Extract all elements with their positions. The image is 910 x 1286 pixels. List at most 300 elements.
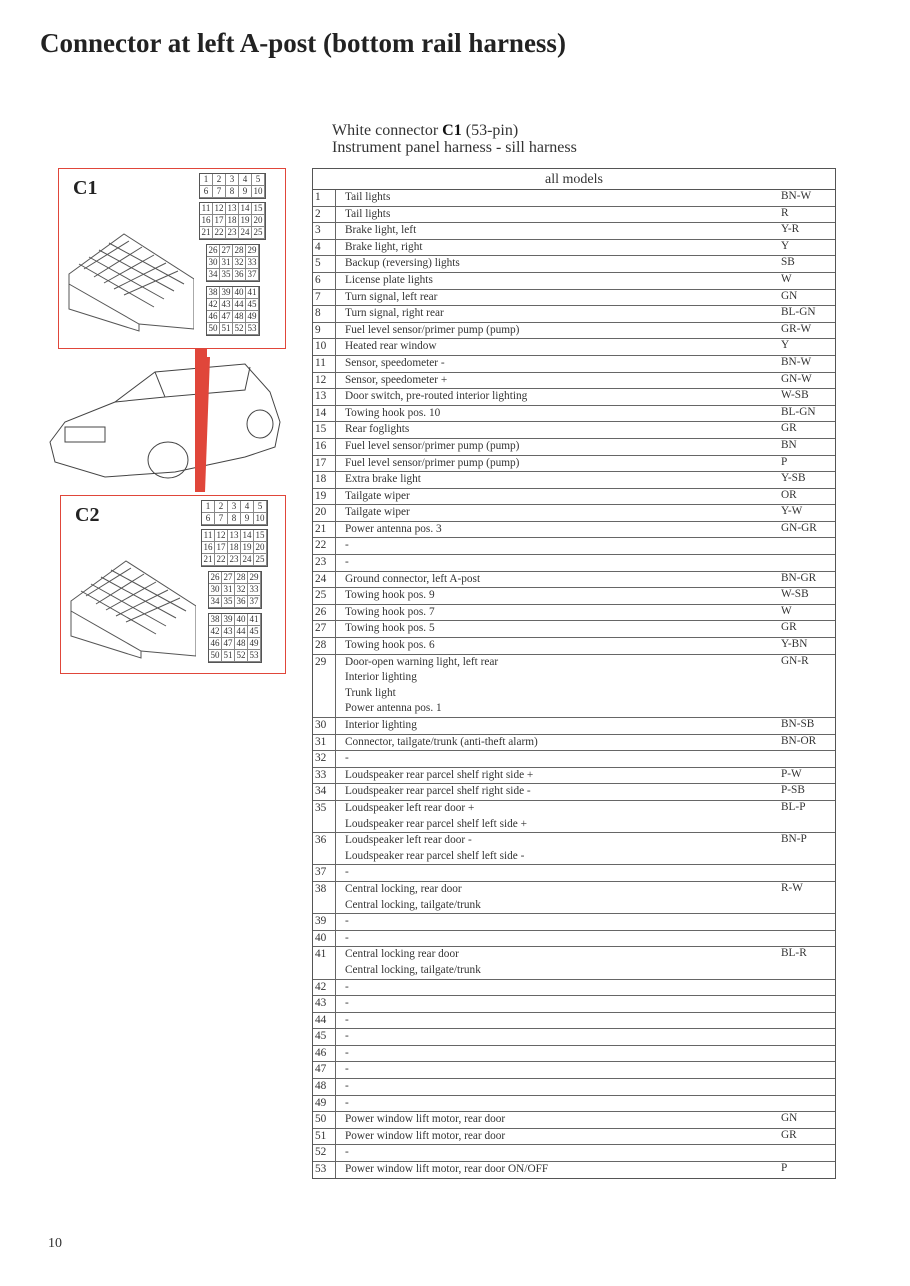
pin-function xyxy=(336,339,781,355)
table-row xyxy=(313,784,835,801)
table-row xyxy=(313,373,835,390)
wire-color: OR xyxy=(781,488,797,501)
table-row xyxy=(313,290,835,307)
function-line: Connector, tailgate/trunk (anti-theft alarm) xyxy=(345,735,538,748)
pin-number: 23 xyxy=(313,555,336,571)
pin-cell: 48 xyxy=(233,311,246,323)
table-row xyxy=(313,505,835,522)
wire-color: BN-GR xyxy=(781,571,817,584)
pin-function xyxy=(336,555,781,571)
pin-function xyxy=(336,373,781,389)
pin-number: 32 xyxy=(313,751,336,767)
pin-cell: 30 xyxy=(207,257,220,269)
pin-layout-grid xyxy=(199,202,266,240)
function-line: Heated rear window xyxy=(345,340,437,353)
pin-layout-grid xyxy=(201,500,268,526)
pin-number: 39 xyxy=(313,914,336,930)
wire-color: P-W xyxy=(781,767,802,780)
table-row xyxy=(313,489,835,506)
table-row xyxy=(313,207,835,224)
pin-number: 35 xyxy=(313,801,336,832)
pin-cell: 29 xyxy=(246,245,259,257)
function-line: Trunk light xyxy=(345,686,396,699)
function-line: Power antenna pos. 3 xyxy=(345,522,442,535)
function-line: Tail lights xyxy=(345,207,391,220)
pin-function xyxy=(336,290,781,306)
connector-c1-panel xyxy=(58,168,286,349)
pin-layout-grid xyxy=(208,613,262,663)
function-line: Brake light, right xyxy=(345,240,423,253)
pin-function xyxy=(336,223,781,239)
pin-number: 1 xyxy=(313,190,336,206)
wire-color: Y xyxy=(781,239,790,252)
function-line: Fuel level sensor/primer pump (pump) xyxy=(345,456,520,469)
function-line: Extra brake light xyxy=(345,473,421,486)
function-line: Power antenna pos. 1 xyxy=(345,702,442,715)
pin-function xyxy=(336,522,781,538)
pin-number: 14 xyxy=(313,406,336,422)
pin-cell: 27 xyxy=(222,572,235,584)
wire-color xyxy=(781,1046,835,1062)
pin-layout-grid xyxy=(208,571,262,609)
pin-number: 38 xyxy=(313,882,336,913)
pin-cell: 4 xyxy=(241,501,254,513)
function-line: Central locking rear door xyxy=(345,948,459,961)
page-number: 10 xyxy=(48,1236,62,1251)
pin-number: 19 xyxy=(313,489,336,505)
function-line: Power window lift motor, rear door xyxy=(345,1113,506,1126)
table-row xyxy=(313,456,835,473)
pin-cell: 26 xyxy=(207,245,220,257)
pin-cell: 30 xyxy=(209,584,222,596)
pin-cell: 32 xyxy=(235,584,248,596)
pin-number: 16 xyxy=(313,439,336,455)
function-line: Towing hook pos. 6 xyxy=(345,639,435,652)
pin-cell: 37 xyxy=(248,596,261,608)
table-row xyxy=(313,256,835,273)
pin-function xyxy=(336,1062,781,1078)
pin-cell: 24 xyxy=(239,227,252,239)
function-line: Central locking, tailgate/trunk xyxy=(345,898,481,911)
function-line: Central locking, rear door xyxy=(345,882,462,895)
table-row xyxy=(313,339,835,356)
wire-color: Y xyxy=(781,339,790,352)
function-line: - xyxy=(345,1030,349,1043)
function-line: - xyxy=(345,1080,349,1093)
function-line: Fuel level sensor/primer pump (pump) xyxy=(345,439,520,452)
pin-cell: 16 xyxy=(200,215,213,227)
pin-number: 27 xyxy=(313,621,336,637)
pin-number: 51 xyxy=(313,1129,336,1145)
pin-cell: 17 xyxy=(213,215,226,227)
pin-number: 31 xyxy=(313,735,336,751)
pin-number: 12 xyxy=(313,373,336,389)
wire-color: BN-SB xyxy=(781,718,815,730)
pin-cell: 52 xyxy=(235,650,248,662)
pin-number: 46 xyxy=(313,1046,336,1062)
pin-number: 33 xyxy=(313,768,336,784)
table-row xyxy=(313,655,835,718)
function-line: Towing hook pos. 5 xyxy=(345,622,435,635)
subtitle-post: (53-pin) xyxy=(461,122,519,139)
pin-function xyxy=(336,1029,781,1045)
pin-cell: 21 xyxy=(200,227,213,239)
table-row xyxy=(313,882,835,914)
pin-function xyxy=(336,1129,781,1145)
function-line: - xyxy=(345,980,349,993)
pin-number: 41 xyxy=(313,947,336,978)
pin-function xyxy=(336,833,781,864)
table-row xyxy=(313,1129,835,1146)
pin-cell: 6 xyxy=(202,513,215,525)
pin-cell: 44 xyxy=(235,626,248,638)
table-row xyxy=(313,833,835,865)
pin-function xyxy=(336,389,781,405)
table-row xyxy=(313,1112,835,1129)
function-line: - xyxy=(345,931,349,944)
wire-color: GR xyxy=(781,1128,797,1141)
pin-cell: 6 xyxy=(200,186,213,198)
pin-function xyxy=(336,588,781,604)
pin-number: 7 xyxy=(313,290,336,306)
pin-cell: 32 xyxy=(233,257,246,269)
pin-cell: 19 xyxy=(241,542,254,554)
table-row xyxy=(313,718,835,735)
pin-cell: 9 xyxy=(241,513,254,525)
pin-number: 9 xyxy=(313,323,336,339)
pin-cell: 5 xyxy=(252,174,265,186)
pin-cell: 23 xyxy=(226,227,239,239)
function-line: Backup (reversing) lights xyxy=(345,257,460,270)
wire-color: GN-GR xyxy=(781,521,817,534)
pin-cell: 12 xyxy=(213,203,226,215)
wire-color: GN-R xyxy=(781,654,809,667)
pin-cell: 34 xyxy=(207,269,220,281)
pin-number: 50 xyxy=(313,1112,336,1128)
pin-function xyxy=(336,768,781,784)
pin-number: 47 xyxy=(313,1062,336,1078)
table-row xyxy=(313,1145,835,1162)
wire-color: BN-W xyxy=(781,355,812,368)
page-title: Connector at left A-post (bottom rail harness) xyxy=(40,28,566,58)
pin-cell: 26 xyxy=(209,572,222,584)
function-line: Central locking, tailgate/trunk xyxy=(345,963,481,976)
pin-function xyxy=(336,718,781,734)
function-line: Door switch, pre-routed interior lighting xyxy=(345,390,528,403)
wire-color: SB xyxy=(781,256,795,269)
pin-number: 4 xyxy=(313,240,336,256)
table-row xyxy=(313,422,835,439)
pin-number: 13 xyxy=(313,389,336,405)
wire-color: GN-W xyxy=(781,372,812,385)
pin-cell: 33 xyxy=(246,257,259,269)
function-line: Towing hook pos. 10 xyxy=(345,406,441,419)
table-row xyxy=(313,996,835,1013)
table-row xyxy=(313,735,835,752)
function-line: - xyxy=(345,556,349,569)
table-row xyxy=(313,273,835,290)
pin-function xyxy=(336,505,781,521)
pin-cell: 50 xyxy=(209,650,222,662)
table-row xyxy=(313,190,835,207)
pin-layout-grid xyxy=(199,173,266,199)
pin-function xyxy=(336,751,781,767)
pin-layout-grid xyxy=(206,244,260,282)
wire-color xyxy=(781,1013,835,1029)
pin-function xyxy=(336,422,781,438)
table-row xyxy=(313,1029,835,1046)
pin-cell: 20 xyxy=(252,215,265,227)
pin-number: 21 xyxy=(313,522,336,538)
table-row xyxy=(313,240,835,257)
pin-number: 22 xyxy=(313,538,336,554)
pin-number: 26 xyxy=(313,605,336,621)
pin-cell: 22 xyxy=(213,227,226,239)
pin-function xyxy=(336,439,781,455)
pin-cell: 11 xyxy=(200,203,213,215)
pin-number: 18 xyxy=(313,472,336,488)
pin-cell: 51 xyxy=(220,323,233,335)
wire-color: BN-OR xyxy=(781,734,817,747)
pin-cell: 3 xyxy=(228,501,241,513)
pin-number: 44 xyxy=(313,1013,336,1029)
connector-c1-drawing xyxy=(64,219,194,334)
connector-c2-label: C2 xyxy=(75,504,100,526)
table-row xyxy=(313,439,835,456)
function-line: Power window lift motor, rear door ON/OFF xyxy=(345,1163,549,1176)
wire-color: W xyxy=(781,604,792,617)
wire-color: Y-W xyxy=(781,505,803,518)
pin-function xyxy=(336,240,781,256)
wire-color xyxy=(781,1062,835,1078)
function-line: Loudspeaker rear parcel shelf right side - xyxy=(345,785,531,798)
pin-cell: 3 xyxy=(226,174,239,186)
pin-function xyxy=(336,1046,781,1062)
pin-cell: 43 xyxy=(222,626,235,638)
pin-number: 20 xyxy=(313,505,336,521)
connector-c2-panel xyxy=(60,495,286,674)
pin-cell: 19 xyxy=(239,215,252,227)
table-row xyxy=(313,751,835,768)
pin-cell: 43 xyxy=(220,299,233,311)
subtitle-pre: White connector xyxy=(332,122,443,139)
pin-cell: 44 xyxy=(233,299,246,311)
function-line: Door-open warning light, left rear xyxy=(345,655,499,668)
wire-color xyxy=(781,1096,835,1112)
pin-cell: 47 xyxy=(222,638,235,650)
pin-cell: 31 xyxy=(220,257,233,269)
pin-cell: 49 xyxy=(248,638,261,650)
pin-cell: 15 xyxy=(252,203,265,215)
pin-function xyxy=(336,572,781,588)
function-line: Loudspeaker rear parcel shelf left side - xyxy=(345,849,525,862)
pin-cell: 48 xyxy=(235,638,248,650)
pin-cell: 35 xyxy=(222,596,235,608)
wire-color: BL-R xyxy=(781,947,807,960)
wire-color: P xyxy=(781,1162,788,1175)
pin-number: 5 xyxy=(313,256,336,272)
pin-cell: 7 xyxy=(215,513,228,525)
wire-color: W xyxy=(781,272,792,285)
function-line: Tail lights xyxy=(345,191,391,203)
pin-cell: 38 xyxy=(207,287,220,299)
table-row xyxy=(313,768,835,785)
pin-cell: 25 xyxy=(254,554,267,566)
wire-color: BL-GN xyxy=(781,306,816,319)
connector-c1-label: C1 xyxy=(73,177,98,199)
wire-color xyxy=(781,914,835,930)
function-line: Brake light, left xyxy=(345,224,417,237)
pin-cell: 34 xyxy=(209,596,222,608)
pin-cell: 38 xyxy=(209,614,222,626)
pin-number: 43 xyxy=(313,996,336,1012)
pin-number: 53 xyxy=(313,1162,336,1178)
pin-number: 45 xyxy=(313,1029,336,1045)
pin-function xyxy=(336,406,781,422)
wire-color: P-SB xyxy=(781,784,805,797)
wire-color: GN xyxy=(781,1112,798,1125)
wire-color: BL-GN xyxy=(781,405,816,418)
wire-color xyxy=(781,1029,835,1045)
wire-color: R-W xyxy=(781,881,803,894)
function-line: Loudspeaker left rear door - xyxy=(345,834,472,847)
pin-cell: 1 xyxy=(202,501,215,513)
table-header: all models xyxy=(313,169,835,190)
pin-cell: 10 xyxy=(252,186,265,198)
wire-color xyxy=(781,1079,835,1095)
table-row xyxy=(313,1162,835,1178)
pin-number: 11 xyxy=(313,356,336,372)
pin-function xyxy=(336,538,781,554)
pin-cell: 24 xyxy=(241,554,254,566)
pin-number: 48 xyxy=(313,1079,336,1095)
pin-function xyxy=(336,1013,781,1029)
pin-cell: 31 xyxy=(222,584,235,596)
pin-function xyxy=(336,273,781,289)
pin-cell: 40 xyxy=(235,614,248,626)
function-line: License plate lights xyxy=(345,273,433,286)
pin-function xyxy=(336,980,781,996)
pin-cell: 52 xyxy=(233,323,246,335)
function-line: Loudspeaker rear parcel shelf left side + xyxy=(345,817,528,830)
connector-subtitle xyxy=(332,122,577,156)
pinout-table xyxy=(312,168,836,1179)
pin-function xyxy=(336,1079,781,1095)
function-line: Sensor, speedometer + xyxy=(345,373,448,386)
table-row xyxy=(313,323,835,340)
pin-function xyxy=(336,801,781,832)
function-line: - xyxy=(345,915,349,928)
pin-cell: 9 xyxy=(239,186,252,198)
table-row xyxy=(313,306,835,323)
function-line: Ground connector, left A-post xyxy=(345,572,481,585)
pin-number: 6 xyxy=(313,273,336,289)
pin-function xyxy=(336,931,781,947)
table-row xyxy=(313,406,835,423)
pin-cell: 20 xyxy=(254,542,267,554)
pin-cell: 39 xyxy=(222,614,235,626)
wire-color: Y-R xyxy=(781,223,800,236)
pin-number: 36 xyxy=(313,833,336,864)
function-line: - xyxy=(345,539,349,552)
pin-number: 28 xyxy=(313,638,336,654)
function-line: Loudspeaker rear parcel shelf right side + xyxy=(345,768,534,781)
connector-c2-drawing xyxy=(66,546,196,661)
pin-cell: 53 xyxy=(246,323,259,335)
pin-number: 37 xyxy=(313,865,336,881)
function-line: Rear foglights xyxy=(345,423,410,436)
pin-cell: 14 xyxy=(239,203,252,215)
pin-number: 10 xyxy=(313,339,336,355)
pin-cell: 28 xyxy=(233,245,246,257)
subtitle-harness: Instrument panel harness - sill harness xyxy=(332,139,577,156)
function-line: - xyxy=(345,752,349,765)
table-row xyxy=(313,980,835,997)
pin-function xyxy=(336,472,781,488)
function-line: Turn signal, right rear xyxy=(345,307,444,320)
pin-cell: 27 xyxy=(220,245,233,257)
function-line: - xyxy=(345,866,349,879)
pin-number: 52 xyxy=(313,1145,336,1161)
pin-function xyxy=(336,207,781,223)
pin-cell: 5 xyxy=(254,501,267,513)
function-line: - xyxy=(345,1013,349,1026)
table-row xyxy=(313,588,835,605)
pin-cell: 51 xyxy=(222,650,235,662)
function-line: Interior lighting xyxy=(345,671,417,684)
function-line: Towing hook pos. 9 xyxy=(345,589,435,602)
function-line: - xyxy=(345,1046,349,1059)
pin-cell: 13 xyxy=(228,530,241,542)
wire-color xyxy=(781,996,835,1012)
pin-function xyxy=(336,323,781,339)
wire-color: BN-P xyxy=(781,833,807,846)
pin-cell: 21 xyxy=(202,554,215,566)
wire-color: BN-W xyxy=(781,190,812,202)
pin-number: 34 xyxy=(313,784,336,800)
pin-cell: 8 xyxy=(228,513,241,525)
wire-color: R xyxy=(781,206,789,219)
function-line: Tailgate wiper xyxy=(345,506,410,519)
table-row xyxy=(313,572,835,589)
pin-cell: 29 xyxy=(248,572,261,584)
pin-cell: 50 xyxy=(207,323,220,335)
pin-number: 24 xyxy=(313,572,336,588)
pin-cell: 33 xyxy=(248,584,261,596)
wire-color xyxy=(781,538,835,554)
pin-function xyxy=(336,638,781,654)
pin-function xyxy=(336,489,781,505)
pin-number: 49 xyxy=(313,1096,336,1112)
table-row xyxy=(313,223,835,240)
table-row xyxy=(313,801,835,833)
pin-layout-grid xyxy=(201,529,268,567)
wire-color: GR-W xyxy=(781,322,812,335)
function-line: Fuel level sensor/primer pump (pump) xyxy=(345,323,520,336)
pin-cell: 47 xyxy=(220,311,233,323)
pin-function xyxy=(336,190,781,206)
pin-function xyxy=(336,356,781,372)
pin-cell: 8 xyxy=(226,186,239,198)
pin-cell: 45 xyxy=(248,626,261,638)
pin-number: 15 xyxy=(313,422,336,438)
wire-color xyxy=(781,865,835,881)
pin-cell: 36 xyxy=(235,596,248,608)
pin-function xyxy=(336,882,781,913)
pin-cell: 25 xyxy=(252,227,265,239)
wire-color: BL-P xyxy=(781,800,806,813)
table-row xyxy=(313,605,835,622)
